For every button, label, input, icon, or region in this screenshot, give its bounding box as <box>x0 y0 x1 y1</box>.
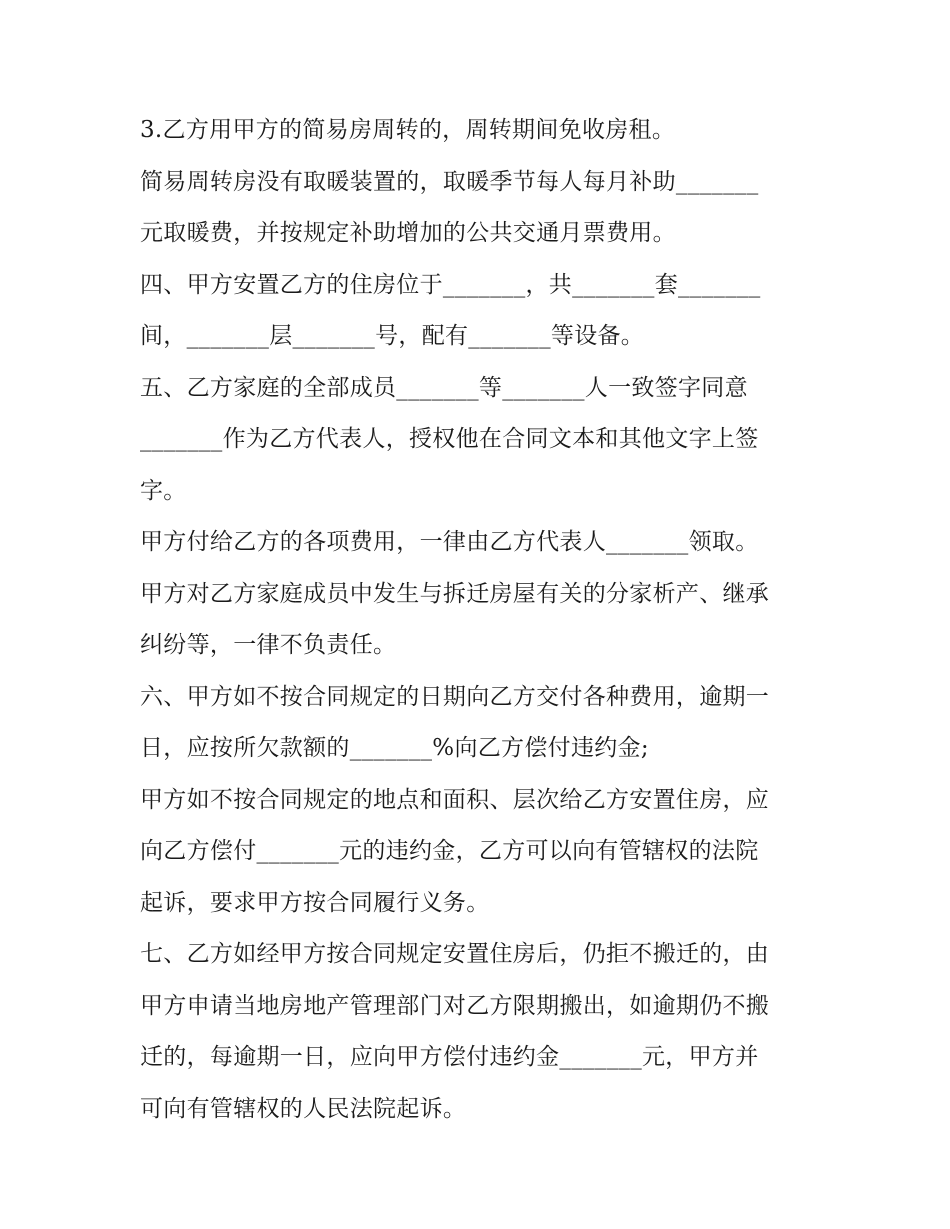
text-line: 甲方申请当地房地产管理部门对乙方限期搬出，如逾期仍不搬 <box>140 992 770 1019</box>
text-line: 迁的，每逾期一日，应向甲方偿付违约金_______元，甲方并 <box>140 1044 759 1070</box>
text-line: 元取暖费，并按规定补助增加的公共交通月票费用。 <box>140 220 676 246</box>
text-line: 甲方对乙方家庭成员中发生与拆迁房屋有关的分家析产、继承 <box>140 580 770 607</box>
text-line: 甲方付给乙方的各项费用，一律由乙方代表人_______领取。 <box>140 529 759 555</box>
text-line: 四、甲方安置乙方的住房位于_______，共_______套_______ <box>140 271 761 298</box>
text-line: 起诉，要求甲方按合同履行义务。 <box>140 889 490 916</box>
text-line: 日，应按所欠款额的_______%向乙方偿付违约金; <box>140 735 649 761</box>
text-line: 间，_______层_______号，配有_______等设备。 <box>140 323 645 349</box>
text-line: 六、甲方如不按合同规定的日期向乙方交付各种费用，逾期一 <box>140 683 770 710</box>
text-line: _______作为乙方代表人，授权他在合同文本和其他文字上签 <box>140 426 759 452</box>
text-line: 简易周转房没有取暖装置的，取暖季节每人每月补助_______ <box>140 168 759 195</box>
text-line: 字。 <box>140 477 187 504</box>
text-line: 向乙方偿付_______元的违约金，乙方可以向有管辖权的法院 <box>140 838 759 864</box>
text-line: 可向有管辖权的人民法院起诉。 <box>140 1095 467 1122</box>
text-line: 五、乙方家庭的全部成员_______等_______人一致签字同意 <box>140 374 748 401</box>
text-line: 甲方如不按合同规定的地点和面积、层次给乙方安置住房，应 <box>140 786 770 813</box>
text-line: 3.乙方用甲方的简易房周转的，周转期间免收房租。 <box>140 117 676 143</box>
text-line: 纠纷等，一律不负责任。 <box>140 632 397 658</box>
text-line: 七、乙方如经甲方按合同规定安置住房后，仍拒不搬迁的，由 <box>140 941 770 967</box>
document-body <box>140 105 840 1135</box>
